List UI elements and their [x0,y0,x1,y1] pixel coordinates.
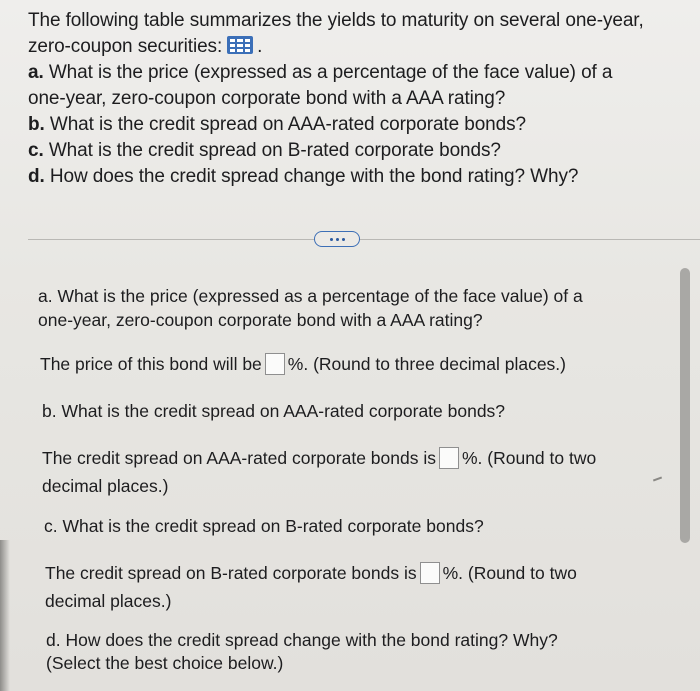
part-b-answer-line [42,446,596,470]
part-text: What is the price (expressed as a percentage of the face value) of a [48,62,613,83]
price-answer-input[interactable] [265,353,285,375]
part-letter: d. [28,166,45,187]
aaa-spread-answer-input[interactable] [439,447,459,469]
part-b-answer-prefix: The credit spread on AAA-rated corporate bonds is [42,448,436,468]
part-c-answer-prefix: The credit spread on B-rated corporate bonds is [45,563,417,583]
part-text: How does the credit spread change with the bond rating? Why? [49,166,579,187]
question-intro-line2 [28,34,688,60]
edge-shadow [0,540,10,691]
part-text: What is the credit spread on AAA-rated corporate bonds? [49,114,526,135]
part-c-prompt: c. What is the credit spread on B-rated corporate bonds? [44,516,484,536]
part-letter: a. [28,62,44,83]
part-text: one-year, zero-coupon corporate bond with a AAA rating? [28,88,506,109]
part-a-answer-prefix: The price of this bond will be [40,354,262,374]
decorative-mark [653,477,662,482]
part-b-answer-line2: decimal places.) [42,476,169,496]
part-a-prompt-line1: a. What is the price (expressed as a percentage of the face value) of a [38,286,583,306]
part-a-answer-suffix: %. (Round to three decimal places.) [287,354,566,374]
question-part-d [28,164,688,190]
more-options-button[interactable] [314,231,360,247]
ellipsis-dot [336,238,339,241]
question-intro-suffix: . [257,36,263,57]
part-c-answer-suffix: %. (Round to two [442,563,577,583]
question-part-a [28,60,688,86]
ellipsis-dot [342,238,345,241]
part-a-prompt-line2: one-year, zero-coupon corporate bond with a AAA rating? [38,310,483,330]
b-spread-answer-input[interactable] [420,562,440,584]
part-letter: c. [28,140,44,161]
question-intro-line1: The following table summarizes the yields to maturity on several one-year, [28,10,644,31]
part-a-answer-line [40,352,566,376]
scrollbar-thumb[interactable] [680,268,690,543]
part-c-answer-line [45,561,577,585]
question-text [28,8,688,190]
part-c-answer-line2: decimal places.) [45,591,172,611]
ellipsis-dot [330,238,333,241]
part-d-prompt: d. How does the credit spread change with the bond rating? Why? [46,630,558,650]
part-b-answer-suffix: %. (Round to two [461,448,597,468]
table-grid-icon[interactable] [226,35,254,55]
section-divider [28,239,700,240]
part-letter: b. [28,114,45,135]
part-b-prompt: b. What is the credit spread on AAA-rated corporate bonds? [42,401,506,421]
question-part-a-cont [28,86,688,112]
part-d-instruction: (Select the best choice below.) [46,653,284,673]
part-text: What is the credit spread on B-rated corporate bonds? [48,140,501,161]
question-part-c [28,138,688,164]
question-intro-line2-text: zero-coupon securities: [28,36,223,57]
question-part-b [28,112,688,138]
